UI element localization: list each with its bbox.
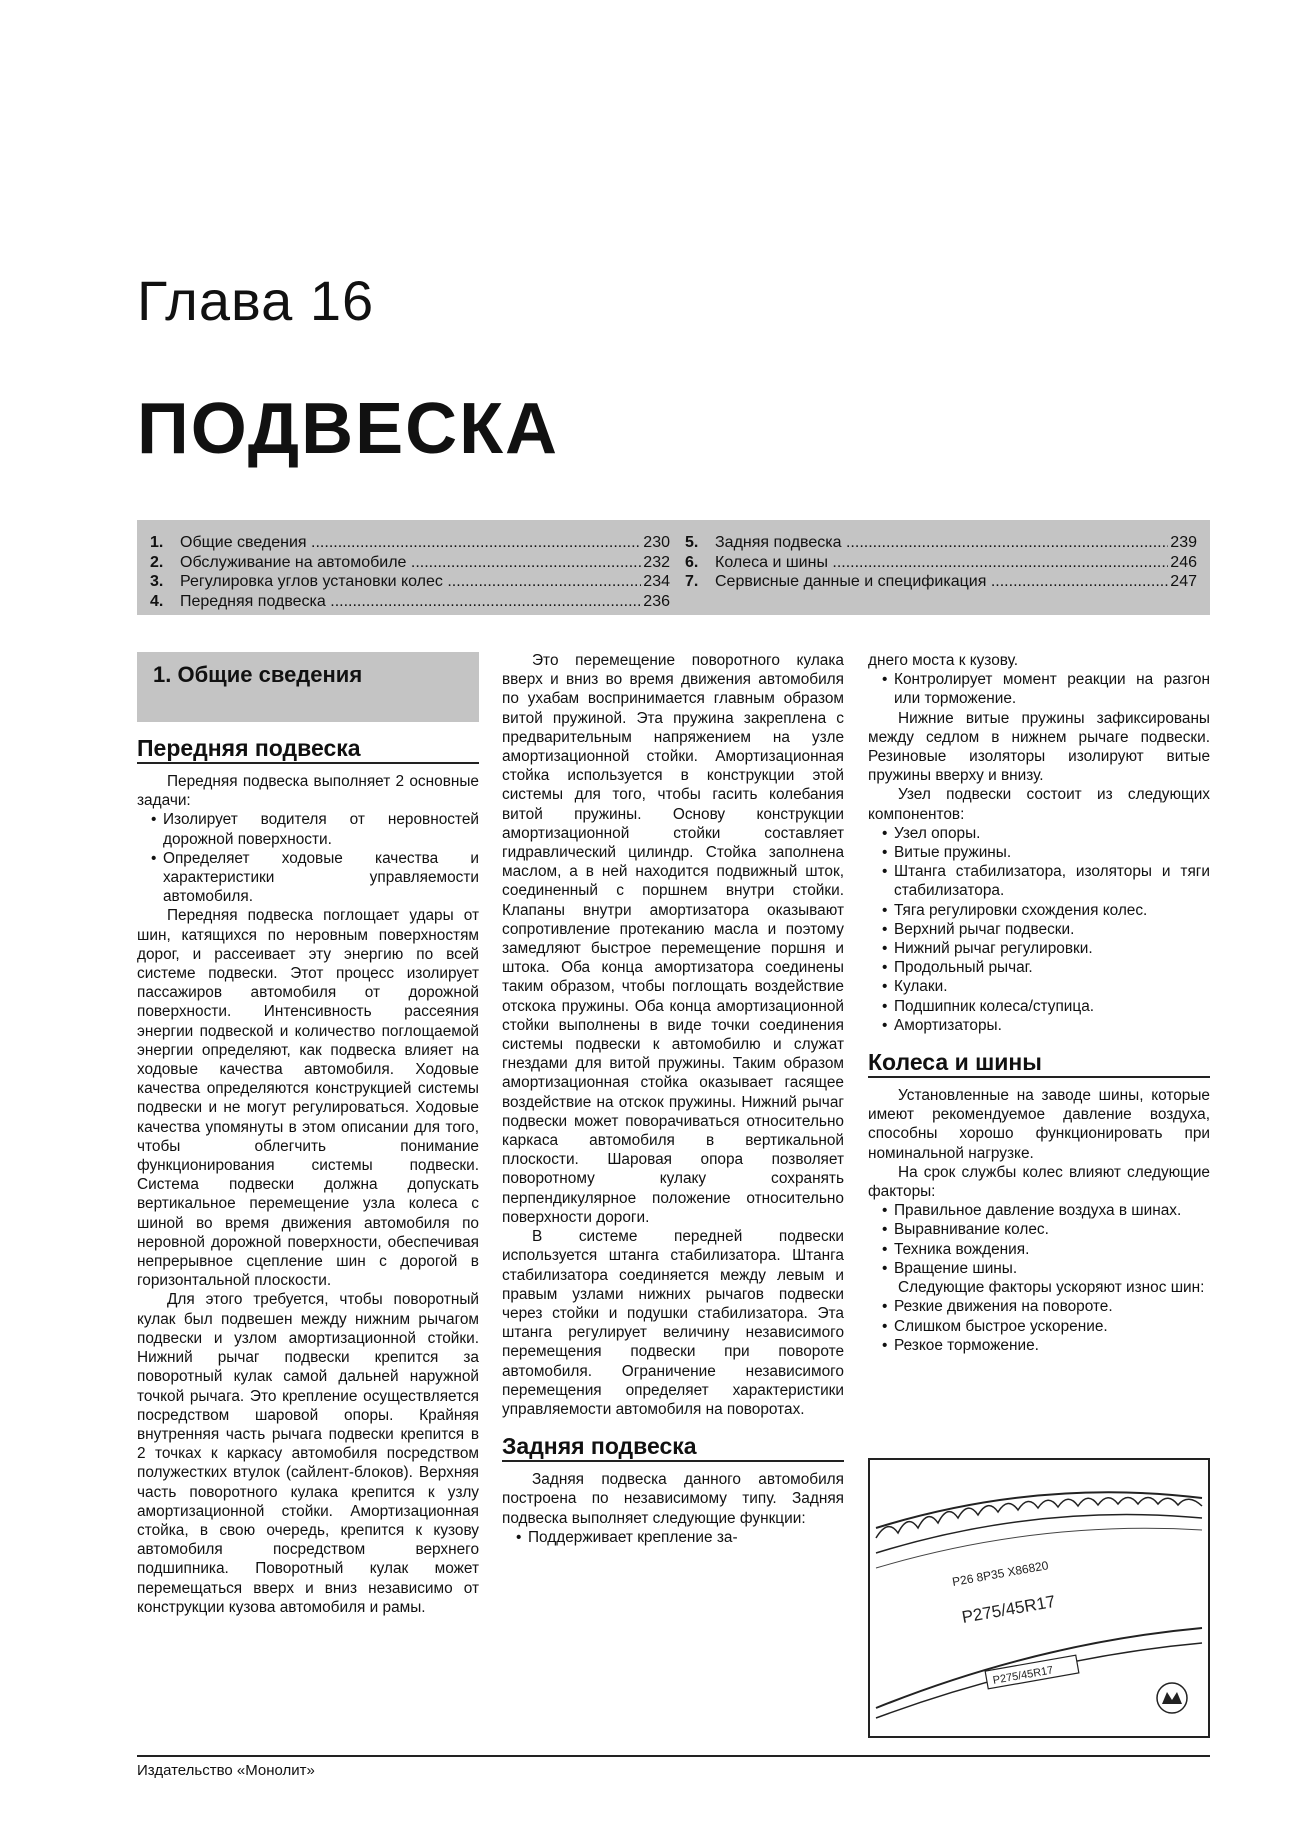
bullet-item: • Определяет ходовые качества и характеристики управляемости автомобиля. xyxy=(137,849,479,907)
toc-entry[interactable]: 5. Задняя подвеска ..... 239 xyxy=(685,533,1197,553)
publisher-logo-icon xyxy=(1157,1683,1187,1713)
bullet-item: • Выравнивание колес. xyxy=(868,1220,1210,1239)
toc-left-column xyxy=(150,533,670,611)
page-title: ПОДВЕСКА xyxy=(137,389,560,469)
bullet-item: • Резкие движения на повороте. xyxy=(868,1297,1210,1316)
toc-entry[interactable]: 1. Общие сведения ..... 230 xyxy=(150,533,670,553)
tire-sidewall-illustration xyxy=(868,1458,1210,1738)
bullet-item: • Правильное давление воздуха в шинах. xyxy=(868,1201,1210,1220)
bullet-item: • Верхний рычаг подвески. xyxy=(868,920,1210,939)
heading-wheels-tires: Колеса и шины xyxy=(868,1049,1210,1078)
bullet-item: • Резкое торможение. xyxy=(868,1336,1210,1355)
paragraph: Узел подвески состоит из следующих компонентов: xyxy=(868,786,1210,823)
toc-entry[interactable]: 4. Передняя подвеска ..... 236 xyxy=(150,592,670,612)
bullet-item: • Витые пружины. xyxy=(868,843,1210,862)
tire-size-small: P275/45R17 xyxy=(991,1664,1055,1687)
bullet-item: • Техника вождения. xyxy=(868,1240,1210,1259)
paragraph: В системе передней подвески используется штанга стабилизатора. Штанга стабилизатора соединяется между левым и правым узлами нижних рычагов подвески через стойки и подушки стабилизатора. Эта штанга регулирует величину независимого перемещения подвески при повороте автомобиля. Ограничение независимого перемещения определяет характеристики управляемости автомобиля на поворотах. xyxy=(502,1228,844,1418)
footer-divider xyxy=(137,1755,1210,1757)
bullet-item: • Нижний рычаг регулировки. xyxy=(868,939,1210,958)
toc-entry[interactable]: 7. Сервисные данные и спецификация ..... 247 xyxy=(685,572,1197,592)
column-3 xyxy=(868,651,1210,1355)
table-of-contents xyxy=(137,520,1210,615)
column-2 xyxy=(502,651,844,1547)
bullet-item: • Поддерживает крепление за- xyxy=(502,1528,844,1547)
chapter-label: Глава 16 xyxy=(137,269,375,332)
bullet-item: • Кулаки. xyxy=(868,977,1210,996)
paragraph: На срок службы колес влияют следующие факторы: xyxy=(868,1163,1210,1201)
bullet-item: • Амортизаторы. xyxy=(868,1016,1210,1035)
bullet-item: • Изолирует водителя от неровностей дорожной поверхности. xyxy=(137,810,479,848)
section-heading: 1. Общие сведения xyxy=(153,662,363,687)
bullet-item: • Продольный рычаг. xyxy=(868,958,1210,977)
toc-entry[interactable]: 3. Регулировка углов установки колес ..... 234 xyxy=(150,572,670,592)
tire-code-top: P26 8P35 X86820 xyxy=(951,1558,1050,1589)
footer-publisher: Издательство «Монолит» xyxy=(137,1762,315,1779)
section-heading-box xyxy=(137,652,479,722)
heading-rear-suspension: Задняя подвеска xyxy=(502,1433,844,1462)
paragraph: Следующие факторы ускоряют износ шин: xyxy=(898,1279,1205,1297)
paragraph: Это перемещение поворотного кулака вверх и вниз во время движения автомобиля по ухабам воспринимается главным образом витой пружиной. Эта пружина закреплена с предварительным напряжением на узле амортизационной стойки. Амортизационная стойка используется в конструкции этой системы для того, чтобы гасить колебания витой пружины. Основу конструкции амортизационной стойки составляет гидравлический цилиндр. Стойка заполнена маслом, а в ней находится подвижный шток, соединенный с поршнем внутри стойки. Клапаны внутри амортизатора оказывают сопротивление протеканию масла и поэтому замедляют быстрое перемещение поршня и штока. Оба конца амортизатора соединены таким образом, чтобы поглощать воздействие отскока пружины. Оба конца амортизационной стойки выполнены в виде точки соединения системы подвески к автомобилю и служат гнездами для витой пружины. Таким образом амортизационная стойка оказывает гасящее воздействие на отскок пружины. Нижний рычаг подвески может поворачиваться относительно каркаса автомобиля в вертикальной плоскости. Шаровая опора позволяет поворотному кулаку сохранять перпендикулярное положение относительно поверхности дороги. xyxy=(502,652,844,1226)
toc-entry[interactable]: 2. Обслуживание на автомобиле ..... 232 xyxy=(150,553,670,573)
bullet-item: • Слишком быстрое ускорение. xyxy=(868,1317,1210,1336)
paragraph: Для этого требуется, чтобы поворотный кулак был подвешен между нижним рычагом подвески и узлом амортизационной стойки. Нижний рычаг подвески крепится за поворотный кулак самой дальней наружной точкой рычага. Это крепление осуществляется посредством шаровой опоры. Крайняя внутренняя часть рычага подвески крепится в 2 точках к каркасу автомобиля посредством полужестких втулок (сайлент-блоков). Верхняя часть поворотного кулака крепится к узлу амортизационной стойки. Амортизационная стойка, в свою очередь, крепится к кузову автомобиля посредством верхнего подшипника. Поворотный кулак может перемещаться вверх и вниз независимо от конструкции кузова автомобиля и рамы. xyxy=(137,1291,479,1616)
paragraph: Задняя подвеска данного автомобиля построена по независимому типу. Задняя подвеска выполняет следующие функции: xyxy=(502,1471,844,1527)
heading-front-suspension: Передняя подвеска xyxy=(137,735,479,764)
paragraph: Установленные на заводе шины, которые имеют рекомендуемое давление воздуха, способны хорошо функционировать при номинальной нагрузке. xyxy=(868,1087,1210,1162)
bullet-item: • Тяга регулировки схождения колес. xyxy=(868,901,1210,920)
paragraph: днего моста к кузову. xyxy=(868,652,1019,669)
toc-entry[interactable]: 6. Колеса и шины ..... 246 xyxy=(685,553,1197,573)
bullet-item: • Подшипник колеса/ступица. xyxy=(868,997,1210,1016)
paragraph: Передняя подвеска выполняет 2 основные задачи: xyxy=(137,773,479,810)
bullet-item: • Узел опоры. xyxy=(868,824,1210,843)
bullet-item: • Контролирует момент реакции на разгон или торможение. xyxy=(868,670,1210,708)
column-1 xyxy=(137,735,479,1617)
toc-right-column xyxy=(685,533,1197,592)
paragraph: Передняя подвеска поглощает удары от шин, катящихся по неровным поверхностям дорог, и рассеивает эту энергию по всей системе подвески. Этот процесс изолирует пассажиров автомобиля от дорожной поверхности. Интенсивность рассеяния энергии подвеской и количество поглощаемой энергии определяют, как подвеска влияет на ходовые качества автомобиля. Ходовые качества определяются конструкцией системы подвески и не могут регулироваться. Ходовые качества упомянуты в этом описании для того, чтобы облегчить понимание функционирования системы подвески. Система подвески должна допускать вертикальное перемещение узла колеса с шиной во время движения автомобиля по неровной дорожной поверхности, обеспечивая непрерывное сцепление шин с дорогой в горизонтальной плоскости. xyxy=(137,907,479,1290)
bullet-item: • Вращение шины. xyxy=(868,1259,1210,1278)
bullet-item: • Штанга стабилизатора, изоляторы и тяги стабилизатора. xyxy=(868,862,1210,900)
tire-size-large: P275/45R17 xyxy=(960,1591,1057,1627)
paragraph: Нижние витые пружины зафиксированы между седлом в нижнем рычаге подвески. Резиновые изоляторы изолируют витые пружины вверху и внизу. xyxy=(868,709,1210,785)
